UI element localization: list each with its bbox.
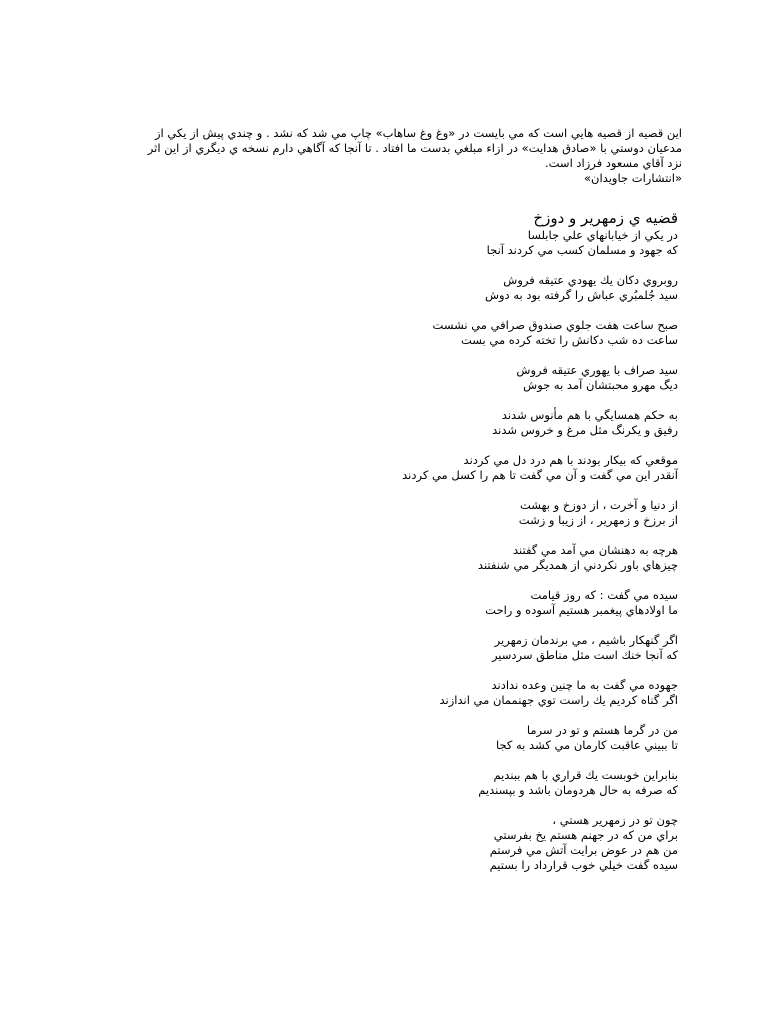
poem-stanza xyxy=(88,318,678,348)
poem-verse: هرچه به دهنشان مي آمد مي گفتند xyxy=(513,543,678,557)
poem-verse: چيزهاي باور نكردني از همديگر مي شنفتند xyxy=(477,558,678,572)
poem-verse: سيده مي گفت : كه روز قيامت xyxy=(530,588,678,602)
poem-body xyxy=(88,228,682,873)
poem-stanza xyxy=(88,768,678,798)
poem-verse: سيد صراف با يهوري عتيقه فروش xyxy=(516,363,678,377)
poem-stanza xyxy=(88,363,678,393)
poem-stanza xyxy=(88,228,678,258)
poem-stanza xyxy=(88,678,678,708)
intro-line: مدعيان دوستي با «صادق هدايت» در ازاء مبلغي بدست ما افتاد . تا آنجا كه آگاهي دارم نسخه ي ديگري از اين اثر xyxy=(147,141,682,155)
poem-stanza xyxy=(88,498,678,528)
document-body xyxy=(88,126,682,888)
poem-title: قضيه ي زمهرير و دوزخ xyxy=(533,209,678,227)
poem-verse: اگر گنهكار باشيم ، مي برندمان زمهرير xyxy=(494,633,678,647)
poem-verse: كه آنجا خنك است مثل مناطق سردسير xyxy=(491,648,678,662)
poem-verse: آنقدر اين مي گفت و آن مي گفت تا هم را كسل مي كردند xyxy=(402,468,678,482)
poem-verse: ساعت ده شب دكانش را تخته كرده مي بست xyxy=(460,333,678,347)
poem-stanza xyxy=(88,723,678,753)
poem-verse: جهوده مي گفت به ما چنين وعده ندادند xyxy=(491,678,678,692)
poem-verse: بنابراين خوبست يك قراري با هم ببنديم xyxy=(493,768,678,782)
poem-stanza xyxy=(88,408,678,438)
poem-verse: اگر گناه كرديم يك راست توي جهنممان مي اندازند xyxy=(439,693,678,707)
poem-stanza xyxy=(88,633,678,663)
intro-line: نزد آقاي مسعود فرزاد است. xyxy=(544,156,682,170)
poem-verse: سيده گفت خيلي خوب قرارداد را بستيم xyxy=(489,858,678,872)
poem-verse: ديگ مهرو محبتشان آمد به جوش xyxy=(523,378,678,392)
poem-stanza xyxy=(88,453,678,483)
poem-stanza xyxy=(88,273,678,303)
poem-verse: تا ببيني عاقبت كارمان مي كشد به كجا xyxy=(495,738,678,752)
poem-verse: در يكي از خيابانهاي علي جابلسا xyxy=(527,228,678,242)
poem-stanza xyxy=(88,588,678,618)
poem-verse: رفيق و يكرنگ مثل مرغ و خروس شدند xyxy=(492,423,678,437)
intro-paragraph xyxy=(88,126,682,171)
poem-verse: من هم در عوض برايت آتش مي فرستم xyxy=(489,843,678,857)
poem-verse: براي من كه در جهنم هستم يخ بفرستي xyxy=(493,828,678,842)
poem-verse: من در گرما هستم و تو در سرما xyxy=(526,723,678,737)
publisher-credit: «انتشارات جاويدان» xyxy=(584,171,682,185)
poem-verse: به حكم همسايگي با هم مأنوس شدند xyxy=(501,408,678,422)
poem-verse: از برزخ و زمهرير ، از زيبا و زشت xyxy=(518,513,678,527)
poem-verse: كه صرفه به حال هردومان باشد و بپسنديم xyxy=(478,783,678,797)
poem-stanza xyxy=(88,543,678,573)
poem-verse: صبح ساعت هفت جلوي صندوق صرافي مي نشست xyxy=(432,318,678,332)
poem-verse: روبروي دكان يك يهودي عتيقه فروش xyxy=(503,273,678,287)
poem-verse: كه جهود و مسلمان كسب مي كردند آنجا xyxy=(486,243,678,257)
poem-verse: چون تو در زمهرير هستي ، xyxy=(552,813,678,827)
poem-verse: از دنيا و آخرت ، از دوزخ و بهشت xyxy=(519,498,678,512)
poem-stanza xyxy=(88,813,678,873)
poem-verse: سيد جُلمبُري عباش را گرفته بود به دوش xyxy=(484,288,678,302)
poem-verse: ما اولادهاي پيغمبر هستيم آسوده و راحت xyxy=(485,603,678,617)
poem-verse: موقعي كه بيكار بودند با هم درد دل مي كردند xyxy=(463,453,678,467)
intro-line: اين قصيه از قصيه هايي است كه مي بايست در «وغ وغ ساهاب» چاپ مي شد كه نشد . و چندي پيش از يكي از xyxy=(154,126,682,140)
